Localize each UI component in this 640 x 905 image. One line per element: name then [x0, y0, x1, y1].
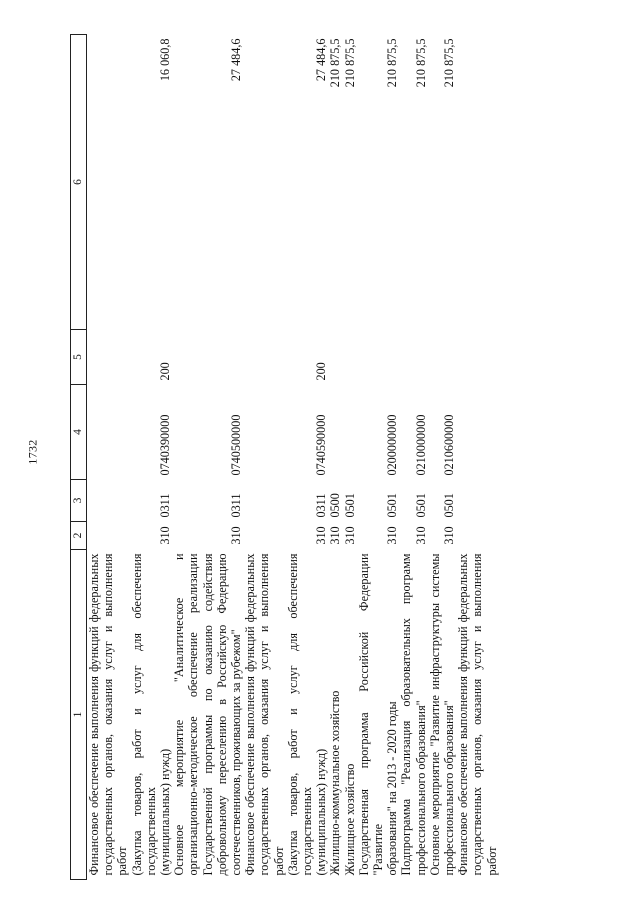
ministry-code: 310	[442, 526, 457, 545]
ministry-code: 310	[314, 526, 329, 545]
table-row	[172, 35, 243, 880]
section-code: 0501	[442, 493, 457, 518]
row-description	[243, 550, 328, 880]
ministry-code: 310	[328, 526, 343, 545]
row-description	[456, 550, 499, 880]
ministry-code: 310	[342, 526, 357, 545]
amount: 210 875,5	[342, 38, 357, 88]
ministry-code: 310	[413, 526, 428, 545]
amount: 210 875,5	[413, 38, 428, 88]
amount: 210 875,5	[442, 38, 457, 88]
target-article-code: 0740590000	[314, 414, 329, 476]
amount	[456, 35, 499, 330]
table-row	[87, 35, 173, 880]
table-row	[328, 35, 342, 880]
description-line: организационно-методическое обеспечение реализации	[186, 553, 201, 876]
expense-type-code	[172, 330, 243, 385]
amount: 16 060,8	[158, 38, 173, 82]
row-description	[87, 550, 173, 880]
column-header-1: 1	[71, 550, 87, 880]
expense-type-code	[428, 330, 456, 385]
expense-type-code	[357, 330, 400, 385]
ministry-code: 310	[158, 526, 173, 545]
row-description	[399, 550, 427, 880]
target-article-code	[343, 385, 357, 480]
description-line: Жилищно-коммунальное хозяйство	[328, 690, 343, 876]
table-body	[87, 35, 499, 880]
section-code: 0500	[328, 493, 343, 518]
target-article-code	[456, 385, 499, 480]
expense-type-code: 200	[158, 362, 173, 381]
column-header-5: 5	[71, 330, 87, 385]
description-line: государственных органов, оказания услуг и выполнения работ	[257, 553, 286, 876]
expense-type-code	[399, 330, 427, 385]
description-line: (муниципальных) нужд)	[314, 748, 329, 876]
column-header-6: 6	[71, 35, 87, 330]
table-row	[357, 35, 400, 880]
table-row	[456, 35, 499, 880]
column-header-3: 3	[71, 480, 87, 522]
expense-type-code	[328, 330, 342, 385]
target-article-code: 0740390000	[158, 414, 173, 476]
row-description	[428, 550, 456, 880]
ministry-code: 310	[385, 526, 400, 545]
description-line: (Закупка товаров, работ и услуг для обеспечения государственных	[285, 553, 315, 876]
description-line: добровольному переселению в Российскую Федерацию	[214, 553, 229, 876]
description-line: профессионального образования"	[442, 700, 457, 876]
table-row	[428, 35, 456, 880]
description-line: (Закупка товаров, работ и услуг для обеспечения государственных	[129, 553, 158, 876]
description-line: государственных органов, оказания услуг и выполнения работ	[101, 553, 130, 876]
row-description	[357, 550, 400, 880]
section-code: 0501	[342, 493, 357, 518]
section-code: 0311	[314, 493, 329, 518]
description-line: (муниципальных) нужд)	[158, 748, 173, 876]
column-header-2: 2	[71, 522, 87, 550]
ministry-code: 310	[229, 526, 244, 545]
section-code: 0501	[385, 493, 400, 518]
ministry-code	[456, 522, 499, 550]
description-line: государственных органов, оказания услуг и выполнения работ	[470, 553, 499, 876]
description-line: профессионального образования"	[413, 700, 428, 876]
budget-table-rotated	[70, 35, 640, 880]
table-row	[399, 35, 427, 880]
target-article-code	[328, 385, 342, 480]
amount: 27 484,6	[314, 38, 329, 82]
description-line: Государственная программа Российской Федерации "Развитие	[356, 553, 386, 876]
row-description	[343, 550, 357, 880]
description-line: Жилищное хозяйство	[342, 763, 357, 876]
description-line: Государственной программы по оказанию содействия	[200, 553, 215, 876]
description-line: соотечественников, проживающих за рубежом"	[229, 629, 244, 876]
section-code: 0311	[158, 493, 173, 518]
column-header-4: 4	[71, 385, 87, 480]
row-description	[172, 550, 243, 880]
description-line: Подпрограмма "Реализация образовательных программ	[399, 553, 414, 876]
section-code	[456, 480, 499, 522]
table-row	[243, 35, 328, 880]
table-row	[343, 35, 357, 880]
expense-type-code	[343, 330, 357, 385]
description-line: Финансовое обеспечение выполнения функций федеральных	[243, 553, 258, 876]
target-article-code: 0740500000	[229, 414, 244, 476]
section-code: 0311	[229, 493, 244, 518]
description-line: Финансовое обеспечение выполнения функций федеральных	[87, 553, 101, 876]
amount: 27 484,6	[229, 38, 244, 82]
description-line: Финансовое обеспечение выполнения функций федеральных	[456, 553, 471, 876]
expense-type-code: 200	[314, 362, 329, 381]
row-description	[328, 550, 342, 880]
description-line: образования" на 2013 - 2020 годы	[385, 701, 400, 876]
target-article-code: 0210000000	[413, 414, 428, 476]
description-line: Основное мероприятие "Развитие инфраструктуры системы	[427, 553, 442, 876]
target-article-code: 0210600000	[442, 414, 457, 476]
page-number: 1732	[25, 439, 40, 465]
table-header-row	[71, 35, 87, 880]
target-article-code: 0200000000	[385, 414, 400, 476]
description-line: Основное мероприятие "Аналитическое и	[172, 553, 187, 876]
section-code: 0501	[413, 493, 428, 518]
amount: 210 875,5	[328, 38, 343, 88]
budget-table	[70, 34, 499, 880]
expense-type-code	[456, 330, 499, 385]
amount: 210 875,5	[385, 38, 400, 88]
